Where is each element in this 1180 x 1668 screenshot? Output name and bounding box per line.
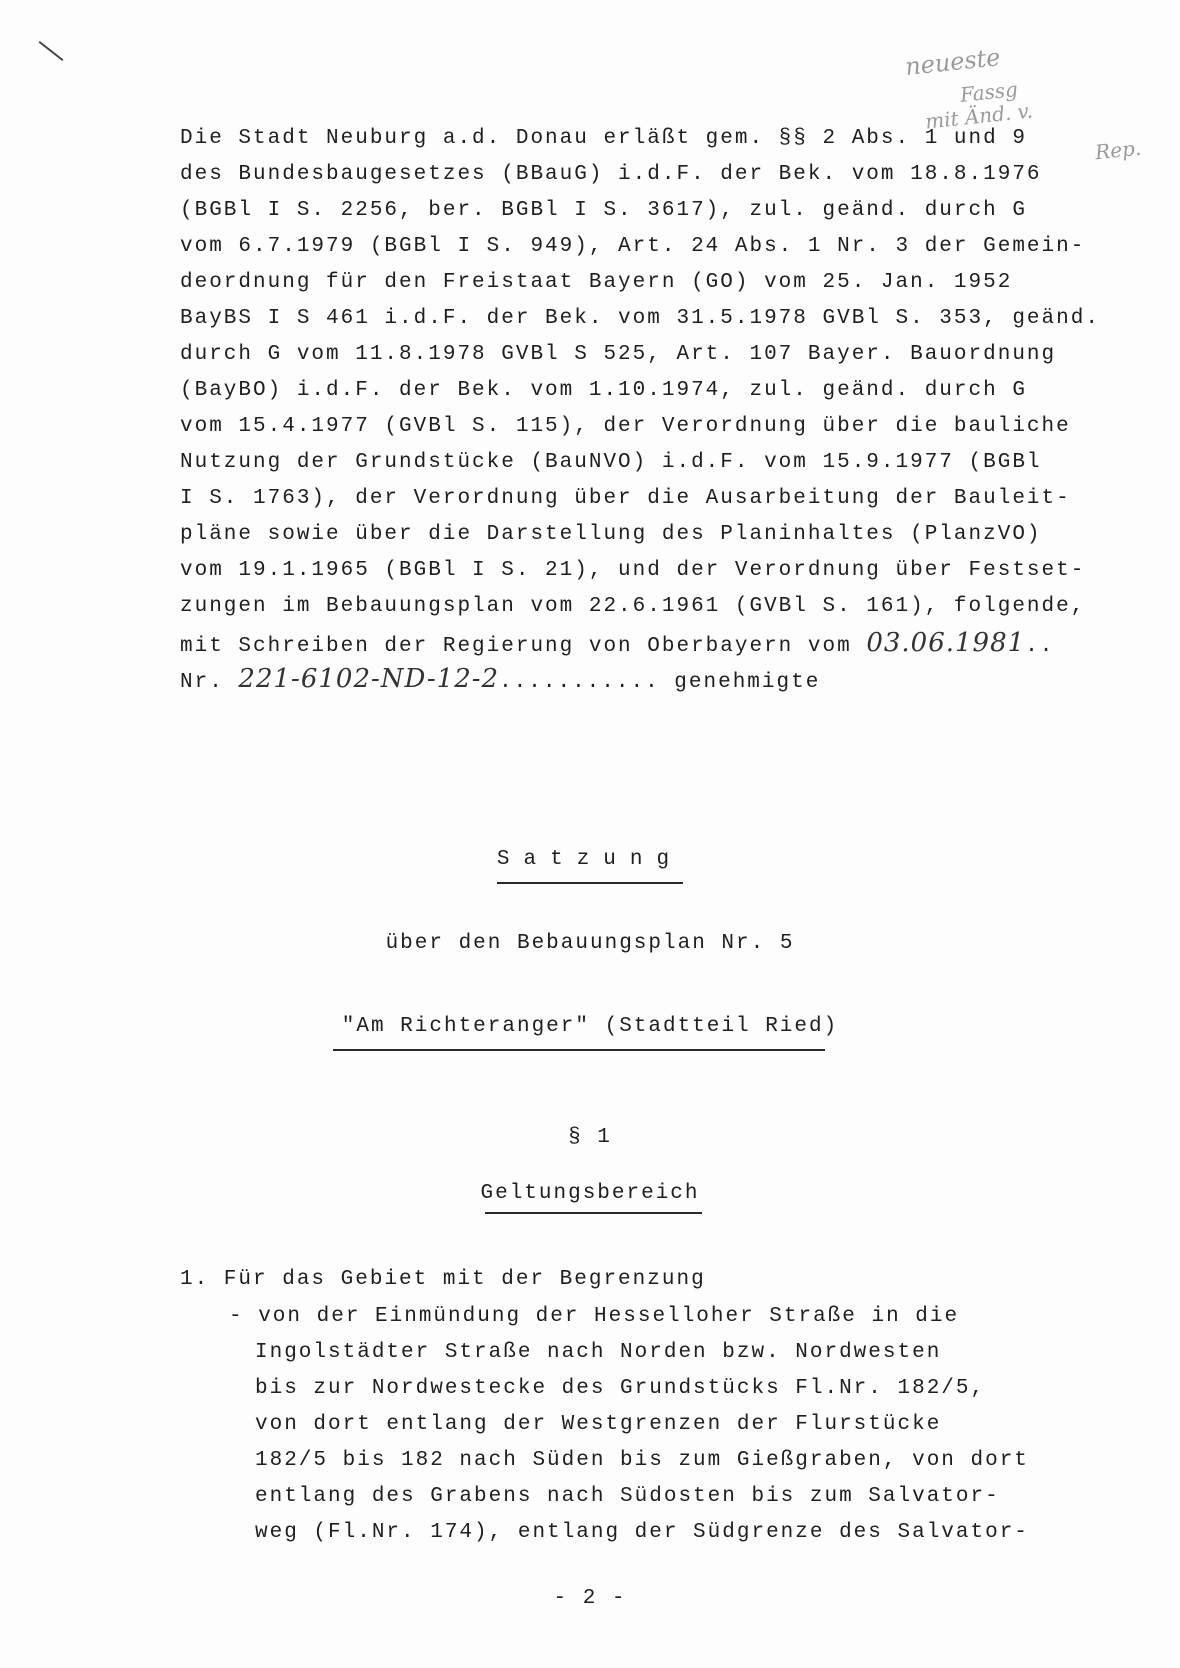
clause-line: 1. Für das Gebiet mit der Begrenzung (180, 1268, 706, 1291)
intro-line: vom 15.4.1977 (GVBl S. 115), der Verordnung über die bauliche (180, 415, 1071, 438)
clause-line: weg (Fl.Nr. 174), entlang der Südgrenze des Salvator- (255, 1521, 1029, 1544)
plan-name: "Am Richteranger" (Stadtteil Ried) (341, 1015, 839, 1038)
nr-dots: ........... (499, 671, 660, 694)
plan-name-underline (333, 1049, 825, 1051)
approval-line (180, 629, 1054, 661)
clause-line: 182/5 bis 182 nach Süden bis zum Gießgraben, von dort (255, 1449, 1029, 1472)
intro-line: pläne sowie über die Darstellung des Planinhaltes (PlanzVO) (180, 523, 1042, 546)
clause-line: entlang des Grabens nach Südosten bis zum Salvator- (255, 1485, 1000, 1508)
document-subtitle: über den Bebauungsplan Nr. 5 (385, 932, 795, 955)
marginal-note: Rep. (1093, 135, 1143, 165)
document-title: Satzung (496, 848, 684, 871)
approval-prefix: mit Schreiben der Regierung von Oberbayern vom (180, 635, 852, 658)
intro-line: Die Stadt Neuburg a.d. Donau erläßt gem. §§ 2 Abs. 1 und 9 (180, 127, 1027, 150)
clause-line: - von der Einmündung der Hesselloher Straße in die (229, 1305, 960, 1328)
marginal-note: Fassg (958, 77, 1019, 107)
intro-line: vom 19.1.1965 (BGBl I S. 21), und der Verordnung über Festset- (180, 559, 1086, 582)
approval-date-handwritten: 03.06.1981 (866, 628, 1026, 658)
nr-label: Nr. (180, 671, 224, 694)
section-heading-underline (485, 1212, 702, 1214)
intro-line: I S. 1763), der Verordnung über die Ausarbeitung der Bauleit- (180, 487, 1071, 510)
nr-suffix: genehmigte (674, 671, 821, 694)
clause-line: bis zur Nordwestecke des Grundstücks Fl.Nr. 182/5, (255, 1377, 986, 1400)
clause-line: von dort entlang der Westgrenzen der Flurstücke (255, 1413, 942, 1436)
intro-line: vom 6.7.1979 (BGBl I S. 949), Art. 24 Abs. 1 Nr. 3 der Gemein- (180, 235, 1086, 258)
section-number: § 1 (568, 1126, 612, 1149)
page-number: - 2 - (553, 1587, 627, 1610)
scan-corner-mark (39, 41, 64, 61)
intro-line: des Bundesbaugesetzes (BBauG) i.d.F. der Bek. vom 18.8.1976 (180, 163, 1042, 186)
intro-line: (BGBl I S. 2256, ber. BGBl I S. 3617), zul. geänd. durch G (180, 199, 1027, 222)
intro-line: BayBS I S 461 i.d.F. der Bek. vom 31.5.1978 GVBl S. 353, geänd. (180, 307, 1100, 330)
title-underline (497, 882, 683, 884)
reference-number-line (180, 665, 820, 697)
approval-dots: .. (1025, 635, 1055, 658)
intro-line: deordnung für den Freistaat Bayern (GO) vom 25. Jan. 1952 (180, 271, 1013, 294)
intro-line: Nutzung der Grundstücke (BauNVO) i.d.F. vom 15.9.1977 (BGBl (180, 451, 1042, 474)
intro-line: durch G vom 11.8.1978 GVBl S 525, Art. 107 Bayer. Bauordnung (180, 343, 1057, 366)
intro-line: (BayBO) i.d.F. der Bek. vom 1.10.1974, zul. geänd. durch G (180, 379, 1027, 402)
intro-line: zungen im Bebauungsplan vom 22.6.1961 (GVBl S. 161), folgende, (180, 595, 1086, 618)
clause-line: Ingolstädter Straße nach Norden bzw. Nordwesten (255, 1341, 942, 1364)
section-heading: Geltungsbereich (480, 1182, 700, 1205)
marginal-note: mit Änd. v. (924, 98, 1034, 134)
marginal-note: neueste (903, 43, 1002, 81)
nr-handwritten: 221-6102-ND-12-2 (238, 664, 500, 694)
